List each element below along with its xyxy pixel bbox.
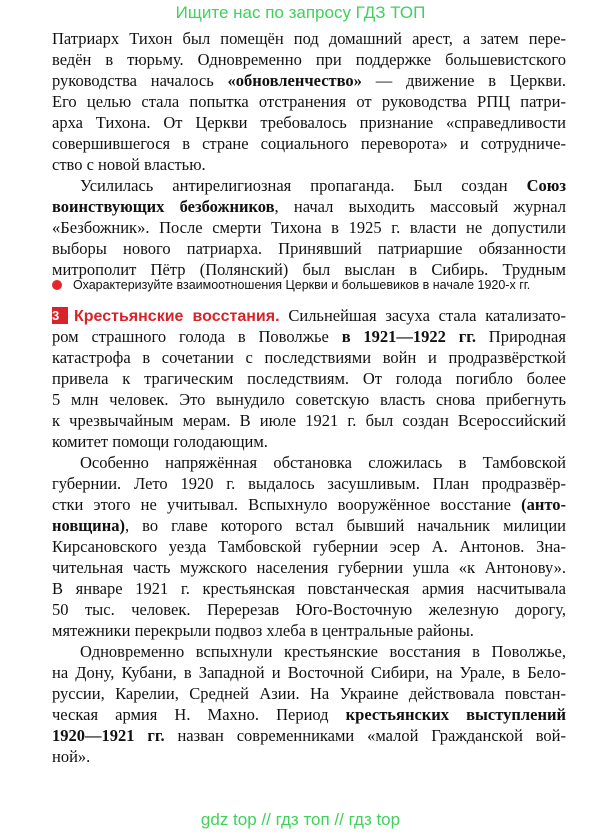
text-line: Патриарх Тихон был помещён под домашний арест, а затем пере-: [52, 29, 566, 48]
term-antonovshchina: (анто-: [521, 495, 566, 514]
term-years: 1920—1921 гг.: [52, 726, 165, 745]
top-watermark-banner: Ищите нас по запросу ГДЗ ТОП: [175, 3, 426, 22]
text-span: Усилилась антирелигиозная пропаганда. Был создан: [80, 176, 527, 195]
text-span: руководства началось: [52, 71, 228, 90]
term-antonovshchina-end: новщина): [52, 516, 125, 535]
bullet-dot-icon: [52, 280, 62, 290]
text-line: ство с новой властью.: [52, 155, 206, 174]
text-line: Кирсановского уезда Тамбовской губернии эсер А. Антонов. Зна-: [52, 537, 566, 556]
text-line: ной».: [52, 747, 91, 766]
term-dates: в 1921—1922 гг.: [341, 327, 476, 346]
text-line: Одновременно вспыхнули крестьянские восстания в Поволжье,: [80, 642, 566, 661]
text-line: 50 тыс. человек. Перерезав Юго-Восточную железную дорогу,: [52, 600, 566, 619]
bottom-watermark-banner: gdz top // гдз топ // гдз top: [200, 810, 401, 829]
text-line: «Безбожник». После смерти Тихона в 1925 г. власти не допустили: [52, 218, 566, 237]
text-line: мятежники перекрыли подвоз хлеба в центральные районы.: [52, 621, 474, 640]
text-line: 5 млн человек. Это вынудило советскую власть снова прибегнуть: [52, 390, 566, 409]
text-span: ром страшного голода в Поволжье: [52, 327, 342, 346]
section-number-badge: 3: [52, 307, 68, 324]
text-span: стки этого не учитывал. Вспыхнуло вооружённое восстание: [52, 495, 522, 514]
text-line: Особенно напряжённая обстановка сложилась в Тамбовской: [80, 453, 566, 472]
text-line: арха Тихона. От Церкви требовалось признание «справедливости: [52, 113, 566, 132]
text-line: катастрофа в сочетании с последствиями войн и продразвёрсткой: [52, 348, 566, 367]
text-span: Сильнейшая засуха стала катализато-: [279, 306, 566, 325]
term-obnovlenchestvo: «обновленчество»: [227, 71, 362, 90]
text-span: , во главе которого встал бывший начальник милиции: [124, 516, 566, 535]
text-line: митрополит Пётр (Полянский) был выслан в Сибирь. Трудным: [52, 260, 566, 279]
text-line: ведён в тюрьму. Одновременно при поддержке большевистского: [52, 50, 566, 69]
text-line: [80, 175, 566, 196]
text-line: чительная часть мужского населения губернии ушла «к Антонову».: [52, 558, 566, 577]
section-first-line: [52, 305, 566, 326]
text-line: совершившегося в стране социального переворота» и сотрудниче-: [52, 134, 566, 153]
text-span: — движение в Церкви.: [361, 71, 566, 90]
text-span: назван современниками «малой Гражданской вой-: [164, 726, 566, 745]
text-line: [52, 494, 566, 515]
text-span: Природная: [475, 327, 566, 346]
text-span: ческая армия Н. Махно. Период: [52, 705, 346, 724]
text-line: комитет помощи голодающим.: [52, 432, 268, 451]
text-line: руссии, Карелии, Средней Азии. На Украине действовала повстан-: [52, 684, 566, 703]
text-line: [52, 725, 566, 746]
term-bezbozhnikov: воинствующих безбожников: [52, 197, 275, 216]
text-line: Его целью стала попытка отстранения от руководства РПЦ патри-: [52, 92, 566, 111]
question-item: [52, 278, 572, 292]
text-line: привела к трагическим последствиям. От голода погибло более: [52, 369, 566, 388]
text-line: [52, 70, 566, 91]
text-line: [52, 704, 566, 725]
term-soyuz: Союз: [526, 176, 566, 195]
section-title: Крестьянские восстания.: [74, 308, 280, 325]
term-vystupleniy: крестьянских выступлений: [345, 705, 566, 724]
text-line: [52, 515, 566, 536]
text-line: [52, 196, 566, 217]
question-text: Охарактеризуйте взаимоотношения Церкви и большевиков в начале 1920-х гг.: [73, 278, 531, 292]
text-span: , начал выходить массовый журнал: [274, 197, 566, 216]
text-line: к чрезвычайным мерам. В июле 1921 г. был создан Всероссийский: [52, 411, 566, 430]
text-line: [52, 326, 566, 347]
text-line: выборы нового патриарха. Принявший патриаршие обязанности: [52, 239, 566, 258]
text-line: на Дону, Кубани, в Западной и Восточной Сибири, на Урале, в Бело-: [52, 663, 566, 682]
text-line: В январе 1921 г. крестьянская повстанческая армия насчитывала: [52, 579, 566, 598]
text-line: губернии. Лето 1920 г. выдалось засушливым. План продразвёр-: [52, 474, 566, 493]
